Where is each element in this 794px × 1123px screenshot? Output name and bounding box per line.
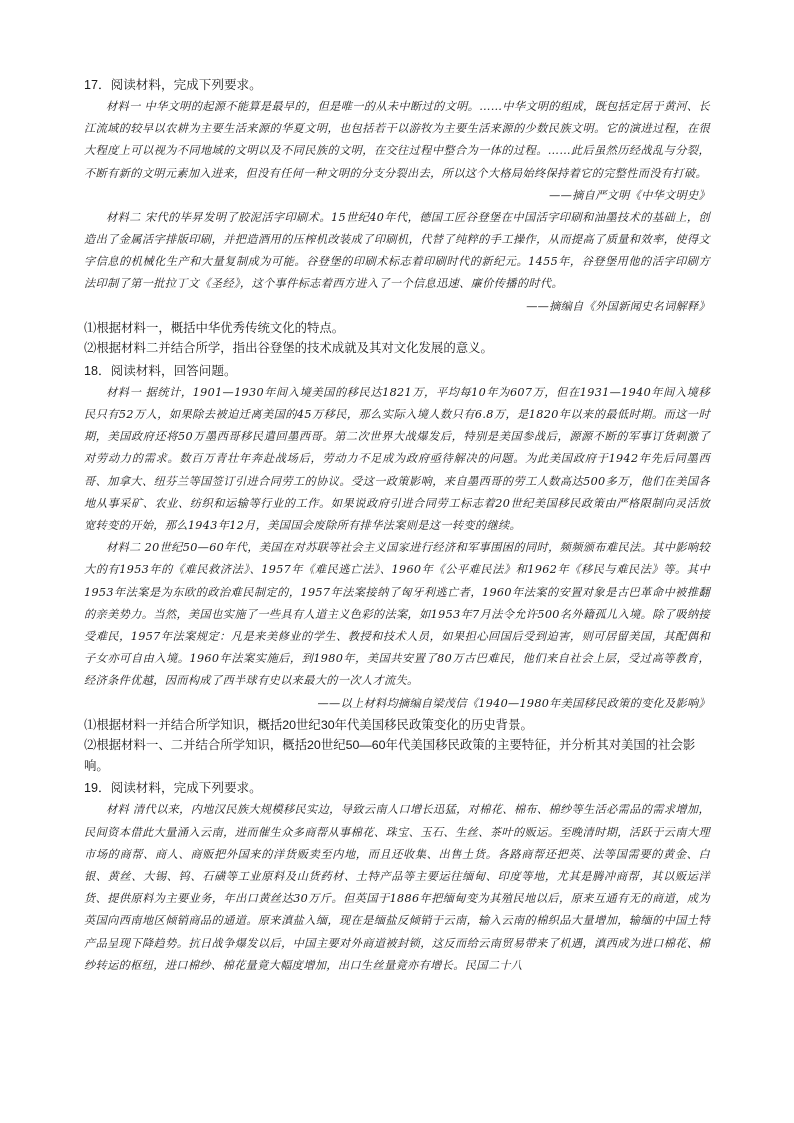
question-18-title: 18．阅读材料，回答问题。 bbox=[84, 363, 237, 378]
q18-subquestion-1: ⑴根据材料一并结合所学知识，概括20世纪30年代美国移民政策变化的历史背景。 bbox=[84, 717, 533, 732]
q17-subquestion-1: ⑴根据材料一，概括中华优秀传统文化的特点。 bbox=[84, 320, 345, 335]
q18-source: ——以上材料均摘编自梁茂信《1940—1980年美国移民政策的变化及影响》 bbox=[317, 696, 710, 710]
q17-source-1: ——摘自严文明《中华文明史》 bbox=[549, 188, 710, 202]
q17-source-2: ——摘编自《外国新闻史名词解释》 bbox=[526, 299, 710, 313]
q17-material-1: 材料一 中华文明的起源不能算是最早的，但是唯一的从未中断过的文明。……中华文明的组成，既包括定居于黄河、长江流域的较早以农耕为主要生活来源的华夏文明，也包括若干以游牧为主要生活来源的少数民族文明。它的演进过程，在很大程度上可以视为不同地域的文明以及不同民族的文明，在交往过程中整合为一体的过程。……此后虽然历经战乱与分裂，不断有新的文明元素加入进来，但没有任何一种文明的分支分裂出去，所以这个大格局始终保持着它的完整性而没有打破。 bbox=[84, 100, 710, 180]
question-18 bbox=[84, 360, 710, 777]
q17-subquestion-2: ⑵根据材料二并结合所学，指出谷登堡的技术成就及其对文化发展的意义。 bbox=[84, 341, 493, 356]
q17-material-2: 材料二 宋代的毕昇发明了胶泥活字印刷术。15世纪40年代，德国工匠谷登堡在中国活字印刷和油墨技术的基础上，创造出了金属活字排版印刷，并把造酒用的压榨机改装成了印刷机，代替了纯粹的手工操作，从而提高了质量和效率，使得文字信息的机械化生产和大量复制成为可能。谷登堡的印刷术标志着印刷时代的新纪元。1455年，谷登堡用他的活字印刷方法印制了第一批拉丁文《圣经》，这个事件标志着西方进入了一个信息迅速、廉价传播的时代。 bbox=[84, 210, 710, 291]
question-17-title: 17．阅读材料，完成下列要求。 bbox=[84, 78, 262, 92]
question-17 bbox=[84, 74, 710, 359]
question-19 bbox=[84, 777, 710, 977]
q19-material: 材料 清代以来，内地汉民族大规模移民实边，导致云南人口增长迅猛，对棉花、棉布、棉纱等生活必需品的需求增加，民间资本借此大量涌入云南，进而催生众多商帮从事棉花、珠宝、玉石、生丝、茶叶的贩运。至晚清时期，活跃于云南大理市场的商帮、商人、商贩把外国来的洋货贩卖至内地，而且还收集、出售土货。各路商帮还把英、法等国需要的黄金、白银、黄丝、大锡、钨、石磺等工业原料及山货药材、土特产品等主要运往缅甸、印度等地，尤其是腾冲商帮，其以贩运洋货、提供原料为主要业务，年出口黄丝达30万斤。但英国于1886年把缅甸变为其殖民地以后，原来互通有无的商道，成为英国向西南地区倾销商品的通道。原来滇盐入缅，现在是缅盐反倾销于云南，输入云南的棉织品大量增加，输缅的中国土特产品呈现下降趋势。抗日战争爆发以后，中国主要对外商道被封锁，这反而给云南贸易带来了机遇，滇西成为进口棉花、棉纱转运的枢纽，进口棉纱、棉花量竟大幅度增加，出口生丝量竟亦有增长。民国二十八 bbox=[84, 803, 710, 972]
q18-material-1: 材料一 据统计，1901—1930年间入境美国的移民达1821万，平均每10年为607万，但在1931—1940年间入境移民只有52万人，如果除去被迫迁离美国的45万移民，那么实际入境人数只有6.8万，是1820年以来的最低时期。而这一时期，美国政府还将50万墨西哥移民遣回墨西哥。第二次世界大战爆发后，特别是美国参战后，源源不断的军事订货刺激了对劳动力的需求。数百万青壮年奔赴战场后，劳动力不足成为政府亟待解决的问题。为此美国政府于1942年先后同墨西哥、加拿大、纽芬兰等国签订引进合同劳工的协议。受这一政策影响，来自墨西哥的劳工人数高达500多万，他们在美国各地从事采矿、农业、纺织和运输等行业的工作。如果说政府引进合同劳工标志着20世纪美国移民政策由严格限制向灵活放宽转变的开始，那么1943年12月，美国国会废除所有排华法案则是这一转变的继续。 bbox=[84, 385, 710, 533]
q18-material-2: 材料二 20世纪50—60年代，美国在对苏联等社会主义国家进行经济和军事围困的同时，频频颁布难民法。其中影响较大的有1953年的《难民救济法》、1957年《难民逃亡法》、1960年《公平难民法》和1962年《移民与难民法》等。其中1953年法案是为东欧的政治难民制定的，1957年法案接纳了匈牙利逃亡者，1960年法案的安置对象是古巴革命中被推翻的亲美势力。当然，美国也实施了一些具有人道主义色彩的法案，如1953年7月法令允许500名外籍孤儿入境。除了吸纳接受难民，1957年法案规定：凡是来美修业的学生、教授和技术人员，如果担心回国后受到迫害，则可居留美国，其配偶和子女亦可自由入境。1960年法案实施后，到1980年，美国共安置了80万古巴难民，他们来自社会上层，受过高等教育，经济条件优越，因而构成了西半球有史以来最大的一次人才流失。 bbox=[84, 541, 710, 688]
q18-subquestion-2: ⑵根据材料一、二并结合所学知识，概括20世纪50—60年代美国移民政策的主要特征，并分析其对美国的社会影响。 bbox=[84, 738, 696, 773]
question-19-title: 19．阅读材料，完成下列要求。 bbox=[84, 781, 262, 796]
